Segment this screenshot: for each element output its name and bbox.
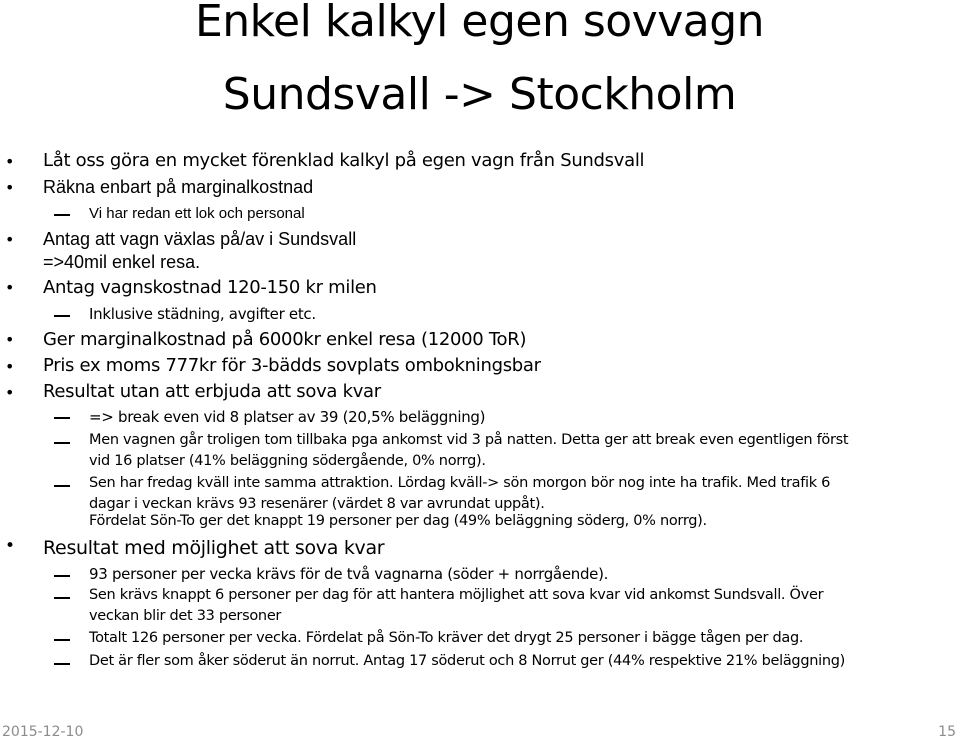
bullet-text: Resultat utan att erbjuda att sova kvar — [43, 381, 381, 402]
sub-bullet-text: 93 personer per vecka krävs för de två vagnarna (söder + norrgående). — [89, 565, 609, 583]
bullet-icon: • — [5, 278, 15, 297]
bullet-text: Låt oss göra en mycket förenklad kalkyl på egen vagn från Sundsvall — [43, 150, 645, 171]
bullet-text: Resultat med möjlighet att sova kvar — [43, 537, 385, 559]
sub-bullet-text: Inklusive städning, avgifter etc. — [89, 305, 316, 323]
page-number: 15 — [938, 724, 956, 740]
dash-icon — [54, 639, 70, 641]
bullet-text: Antag att vagn växlas på/av i Sundsvall — [43, 229, 357, 249]
bullet-icon: • — [5, 383, 15, 402]
sub-bullet-text: Det är fler som åker söderut än norrut. Antag 17 söderut och 8 Norrut ger (44% respektive 21% beläggning) — [89, 653, 845, 669]
bullet-icon: • — [5, 357, 15, 376]
sub-bullet-text: Totalt 126 personer per vecka. Fördelat på Sön-To kräver det drygt 25 personer i bägge tågen per dag. — [89, 630, 804, 646]
sub-bullet-text: veckan blir det 33 personer — [89, 608, 282, 624]
sub-bullet-text: Fördelat Sön-To ger det knappt 19 personer per dag (49% beläggning söderg, 0% norrg). — [89, 513, 707, 529]
slide-title-line-2: Sundsvall -> Stockholm — [222, 69, 737, 120]
bullet-text: Ger marginalkostnad på 6000kr enkel resa (12000 ToR) — [43, 329, 527, 350]
dash-icon — [54, 663, 70, 665]
dash-icon — [54, 575, 70, 577]
dash-icon — [54, 597, 70, 599]
bullet-icon: • — [5, 152, 15, 171]
bullet-icon: • — [5, 230, 15, 249]
dash-icon — [54, 485, 70, 487]
sub-bullet-text: Sen krävs knappt 6 personer per dag för att hantera möjlighet att sova kvar vid ankomst Sundsvall. Över — [89, 587, 824, 603]
sub-bullet-text: vid 16 platser (41% beläggning södergående, 0% norrg). — [89, 453, 486, 469]
sub-bullet-text: dagar i veckan krävs 93 resenärer (värdet 8 var avrundat uppåt). — [89, 496, 545, 512]
bullet-text: =>40mil enkel resa. — [43, 252, 201, 272]
bullet-icon: • — [5, 536, 16, 556]
bullet-icon: • — [5, 178, 15, 197]
slide-title-line-1: Enkel kalkyl egen sovvagn — [194, 0, 765, 47]
dash-icon — [54, 214, 70, 216]
sub-bullet-text: Vi har redan ett lok och personal — [89, 205, 305, 222]
sub-bullet-text: Sen har fredag kväll inte samma attraktion. Lördag kväll-> sön morgon bör nog inte ha trafik. Med trafik 6 — [89, 475, 831, 491]
footer-date: 2015-12-10 — [2, 724, 84, 740]
dash-icon — [54, 315, 70, 317]
bullet-icon: • — [5, 330, 15, 349]
bullet-text: Pris ex moms 777kr för 3-bädds sovplats ombokningsbar — [43, 355, 541, 376]
bullet-text: Räkna enbart på marginalkostnad — [43, 177, 314, 197]
sub-bullet-text: Men vagnen går troligen tom tillbaka pga ankomst vid 3 på natten. Detta ger att break even egentligen först — [89, 432, 849, 448]
dash-icon — [54, 417, 70, 419]
dash-icon — [54, 442, 70, 444]
bullet-text: Antag vagnskostnad 120-150 kr milen — [43, 277, 377, 298]
sub-bullet-text: => break even vid 8 platser av 39 (20,5% beläggning) — [89, 408, 486, 426]
